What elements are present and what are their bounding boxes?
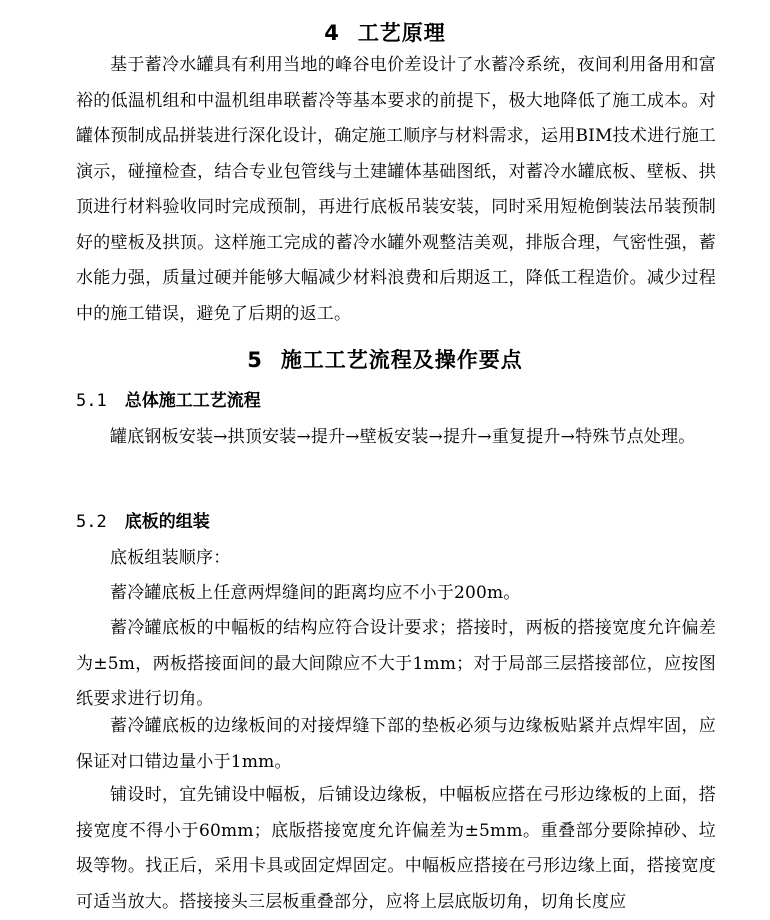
section-5-2-para-5: 铺设时，宜先铺设中幅板，后铺设边缘板，中幅板应搭在弓形边缘板的上面，搭接宽度不得小于60mm；底版搭接宽度允许偏差为±5mm。重叠部分要除掉砂、垃圾等物。找正后，采用卡具或固定焊固定。中幅板应搭接在弓形边缘上面，搭接宽度可适当放大。搭接接头三层板重叠部分，应将上层底版切角，切角长度应 [76,785,716,912]
section-number: 5.1 [76,391,107,411]
section-number: 4 [324,21,340,45]
section-5-2-heading [76,507,210,532]
section-title: 工艺原理 [357,21,446,45]
section-5-heading [0,344,770,374]
section-title: 总体施工工艺流程 [124,391,261,411]
section-title: 施工工艺流程及操作要点 [280,348,523,372]
section-5-2-para-4: 蓄冷罐底板的边缘板间的对接焊缝下部的垫板必须与边缘板贴紧并点焊牢固，应保证对口错边量小于1mm。 [76,716,716,772]
section-5-2-para-2: 蓄冷罐底板上任意两焊缝间的距离均应不小于200m。 [110,583,521,603]
section-title: 底板的组装 [124,512,210,532]
section-5-2-para-1: 底板组装顺序： [110,548,231,568]
section-number: 5.2 [76,512,107,532]
section-5-1-heading [76,386,261,411]
section-4-paragraph: 基于蓄冷水罐具有利用当地的峰谷电价差设计了水蓄冷系统，夜间利用备用和富裕的低温机组和中温机组串联蓄冷等基本要求的前提下，极大地降低了施工成本。对罐体预制成品拼装进行深化设计，确定施工顺序与材料需求，运用BIM技术进行施工演示，碰撞检查，结合专业包管线与土建罐体基础图纸，对蓄冷水罐底板、壁板、拱顶进行材料验收同时完成预制，再进行底板吊装安装，同时采用短桅倒装法吊装预制好的壁板及拱顶。这样施工完成的蓄冷水罐外观整洁美观，排版合理，气密性强，蓄水能力强，质量过硬并能够大幅减少材料浪费和后期返工，降低工程造价。减少过程中的施工错误，避免了后期的返工。 [76,55,716,324]
section-number: 5 [247,348,263,372]
section-4-heading [0,17,770,47]
section-5-2-para-3: 蓄冷罐底板的中幅板的结构应符合设计要求；搭接时，两板的搭接宽度允许偏差为±5m，两板搭接面间的最大间隙应不大于1mm；对于局部三层搭接部位，应按图纸要求进行切角。 [76,618,716,709]
section-5-1-paragraph: 罐底钢板安装→拱顶安装→提升→壁板安装→提升→重复提升→特殊节点处理。 [110,427,696,447]
